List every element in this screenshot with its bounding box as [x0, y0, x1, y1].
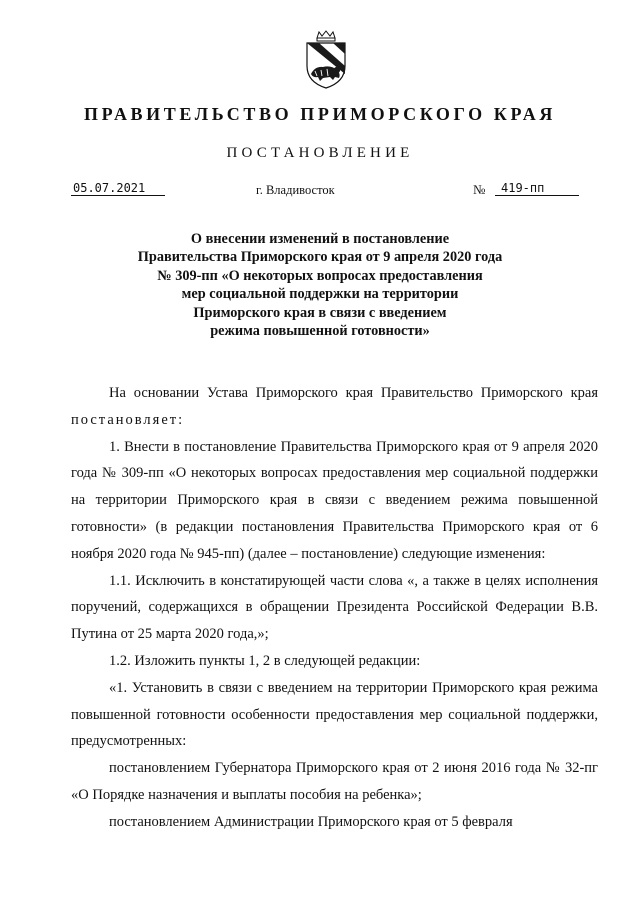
subject-line: О внесении изменений в постановление	[190, 231, 450, 247]
subject-line: Приморского края в связи с введением	[193, 304, 447, 321]
paragraph-1-1: 1.1. Исключить в констатирующей части слова «, а также в целях исполнения поручений, содержащихся в обращении Президента Российской Федерации В.В. Путина от 25 марта 2020 года,»;	[71, 572, 598, 643]
document-meta	[71, 181, 576, 201]
subject-line: мер социальной поддержки на территории	[181, 286, 459, 303]
document-type: ПОСТАНОВЛЕНИЕ	[226, 145, 414, 161]
document-subject	[100, 230, 540, 340]
subject-line: режима повышенной готовности»	[210, 323, 430, 340]
document-number: 419-пп	[495, 181, 579, 196]
preamble-text: На основании Устава Приморского края Правительство Приморского края	[109, 385, 598, 401]
quoted-paragraph-1: «1. Установить в связи с введением на территории Приморского края режима повышенной готовности особенности предоставления мер социальной поддержки, предусмотренных:	[71, 679, 598, 750]
quoted-paragraph-2: постановлением Губернатора Приморского края от 2 июня 2016 года № 32-пг «О Порядке назначения и выплаты пособия на ребенка»;	[71, 760, 598, 803]
paragraph-1: 1. Внести в постановление Правительства Приморского края от 9 апреля 2020 года № 309-пп «О некоторых вопросах предоставления мер социальной поддержки на территории Приморского края в связи с введением режима повышенной готовности» (в редакции постановления Правительства Приморского края от 6 ноября 2020 года № 945-пп) (далее – постановление) следующие изменения:	[71, 438, 598, 562]
quoted-paragraph-3: постановлением Администрации Приморского края от 5 февраля	[109, 813, 513, 830]
government-title: ПРАВИТЕЛЬСТВО ПРИМОРСКОГО КРАЯ	[84, 104, 556, 124]
preamble-resolves: постановляет:	[71, 411, 185, 428]
subject-line: Правительства Приморского края от 9 апреля 2020 года	[137, 249, 503, 266]
coat-of-arms-emblem	[301, 30, 351, 90]
document-body	[71, 380, 598, 836]
document-date: 05.07.2021	[71, 181, 165, 196]
number-sign: №	[473, 182, 486, 197]
subject-line: № 309-пп «О некоторых вопросах предоставления	[157, 267, 483, 284]
document-city: г. Владивосток	[256, 183, 335, 197]
paragraph-1-2: 1.2. Изложить пункты 1, 2 в следующей редакции:	[109, 652, 421, 669]
preamble-paragraph	[71, 380, 598, 434]
